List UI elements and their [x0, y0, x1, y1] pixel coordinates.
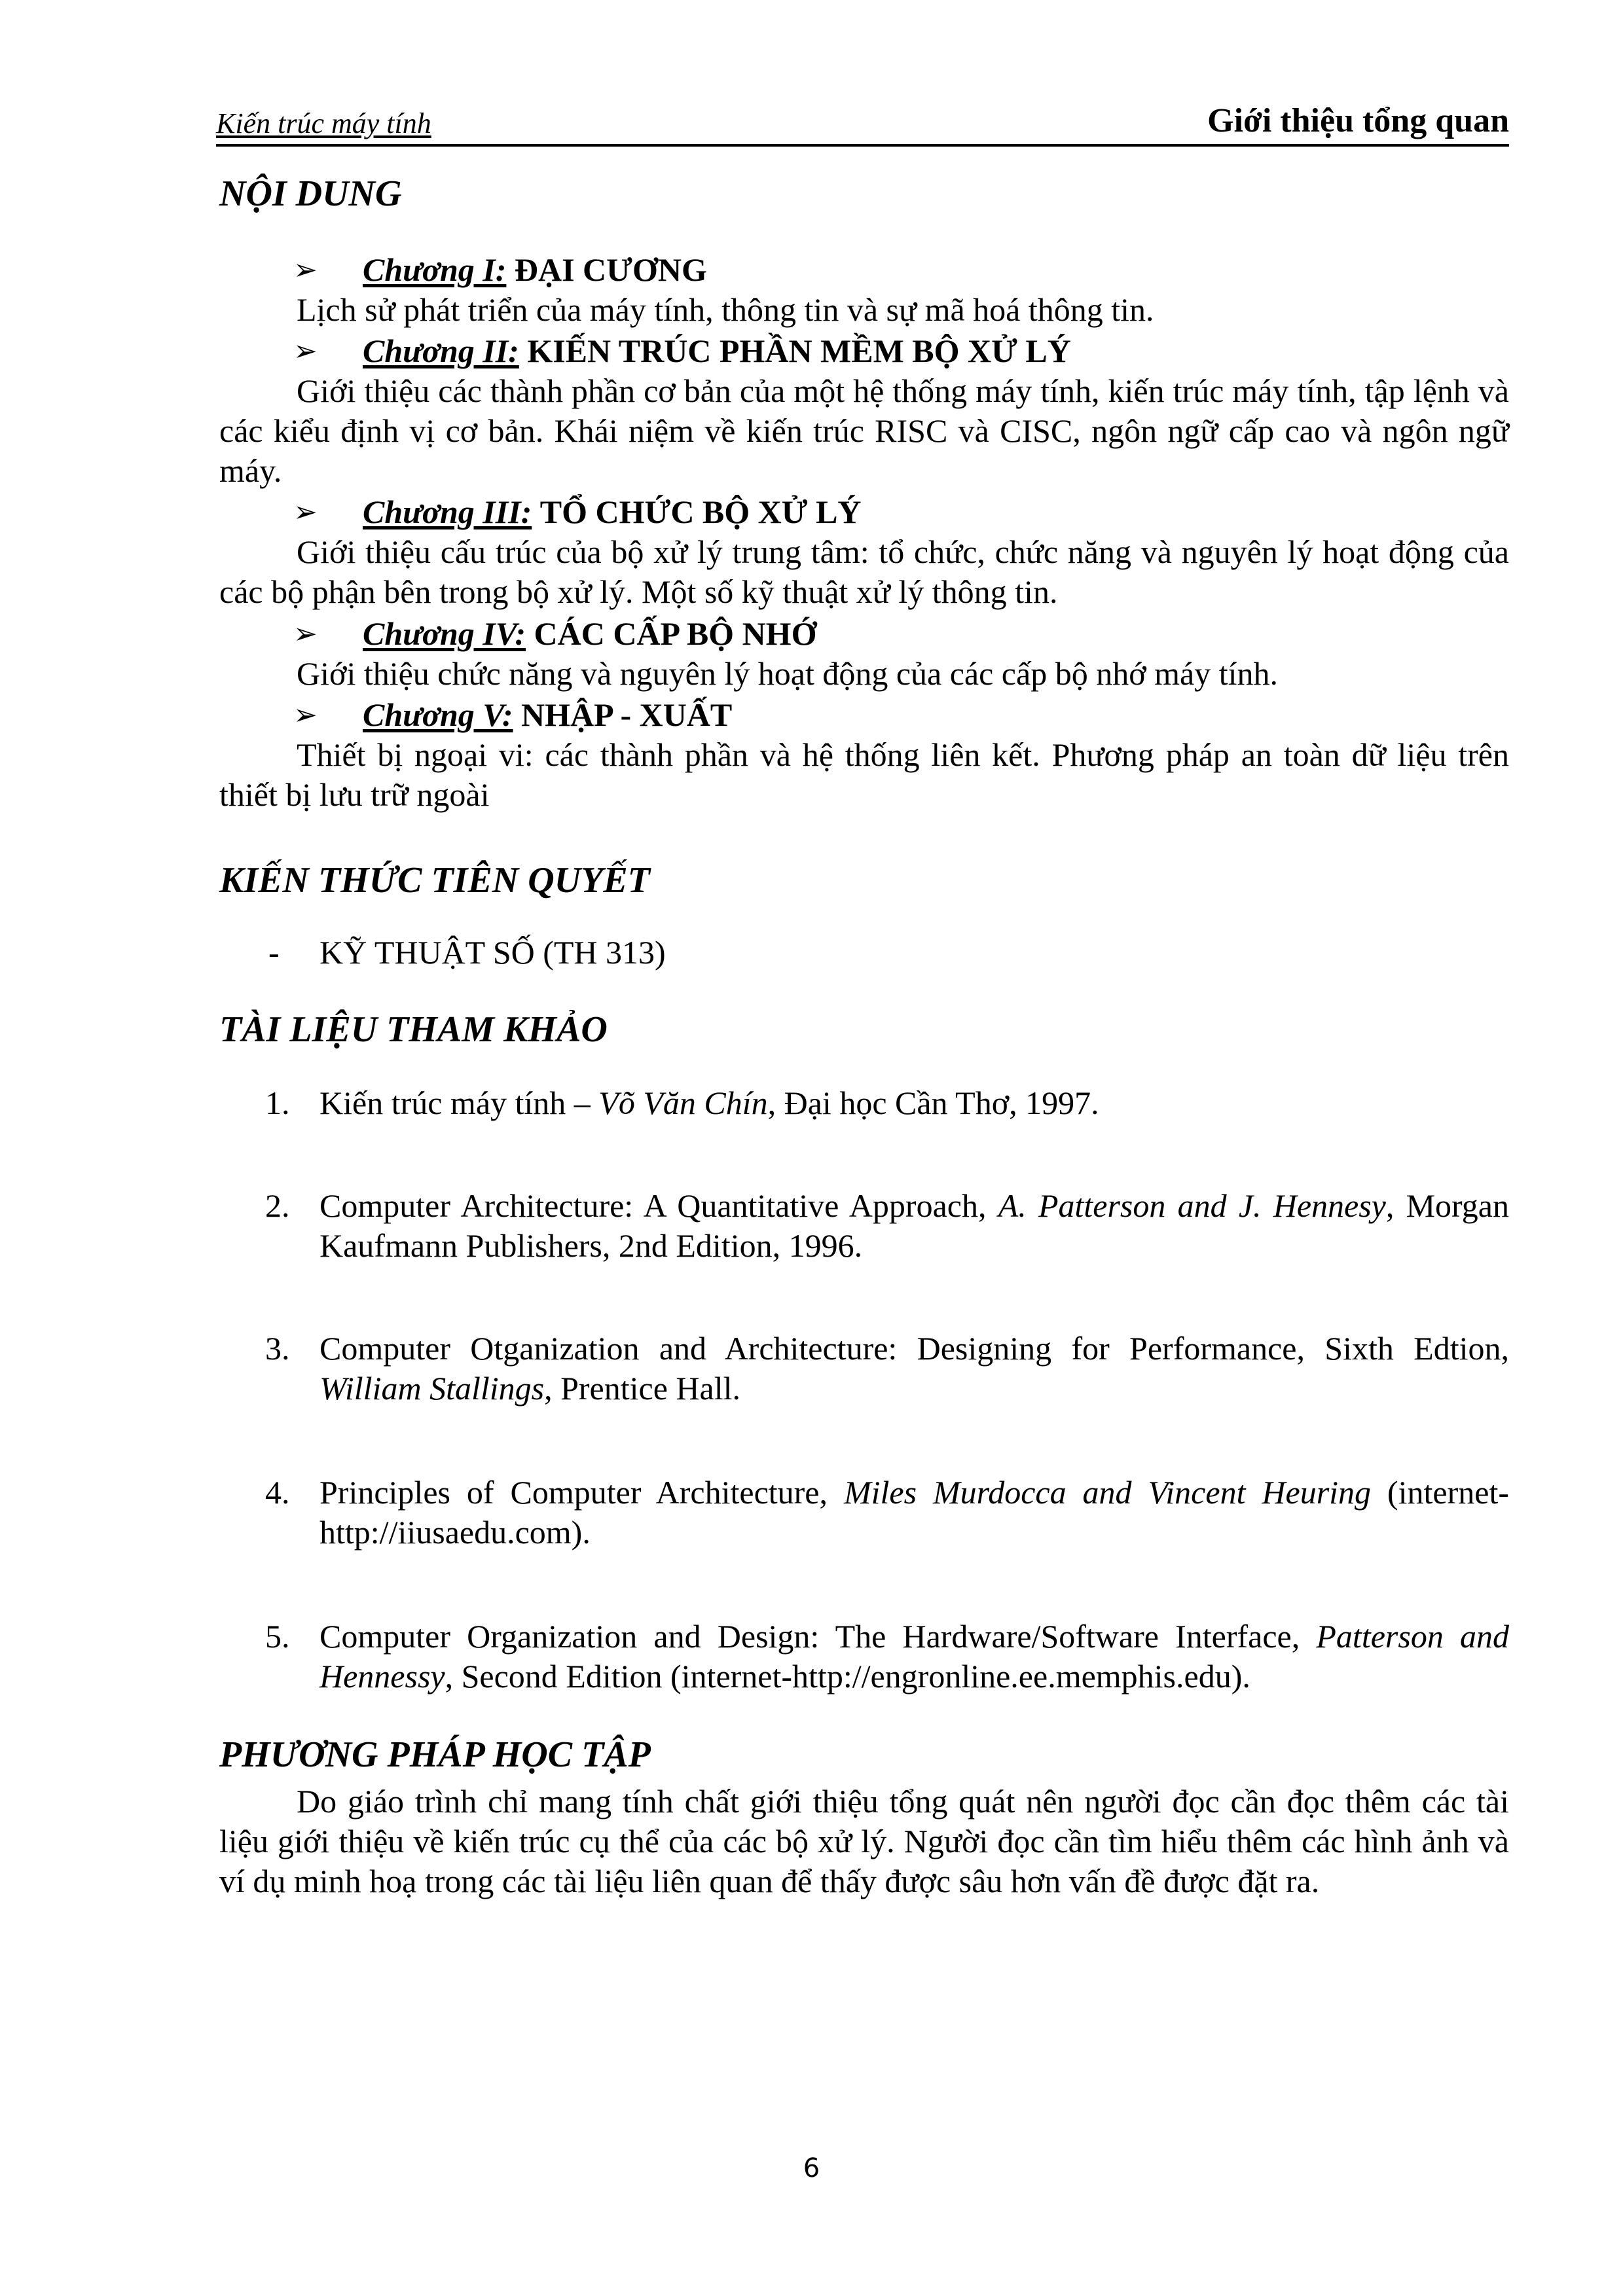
prerequisite-text: KỸ THUẬT SỐ (TH 313) — [319, 934, 666, 971]
reference-author: Miles Murdocca and Vincent Heuring — [843, 1474, 1372, 1511]
arrow-bullet-icon: ➢ — [293, 254, 318, 286]
reference-body: Computer Architecture: A Quantitative Approach, A. Patterson and J. Hennesy, Morgan Kaufmann Publishers, 2nd Edition, 1996. — [319, 1187, 1509, 1264]
section-heading-prerequisites: KIẾN THỨC TIÊN QUYẾT — [219, 860, 650, 901]
reference-body: Computer Otganization and Architecture: Designing for Performance, Sixth Edtion, William Stallings, Prentice Hall. — [319, 1330, 1509, 1407]
prerequisite-item — [268, 936, 666, 969]
chapter-description: Giới thiệu chức năng và nguyên lý hoạt động của các cấp bộ nhớ máy tính. — [297, 655, 1278, 692]
reference-author: Patterson and Hennessy — [319, 1618, 1509, 1695]
reference-number: 4. — [265, 1474, 290, 1511]
reference-body: Principles of Computer Architecture, Miles Murdocca and Vincent Heuring (internet- http://iiusaedu.com). — [319, 1474, 1509, 1551]
arrow-bullet-icon: ➢ — [293, 496, 318, 528]
chapter-label: Chương IV: — [363, 615, 526, 652]
reference-item — [265, 1329, 1509, 1408]
method-paragraph: Do giáo trình chỉ mang tính chất giới thiệu tổng quát nên người đọc cần đọc thêm các tài liệu giới thiệu về kiến trúc cụ thể của các bộ xử lý. Người đọc cần tìm hiểu thêm các hình ảnh và ví dụ minh hoạ trong các tài liệu liên quan để thấy được sâu hơn vấn đề được đặt ra. — [219, 1783, 1509, 1899]
page-number: 6 — [803, 2153, 820, 2183]
chapter-item — [293, 253, 707, 286]
section-heading-contents: NỘI DUNG — [219, 173, 402, 214]
section-heading-references: TÀI LIỆU THAM KHẢO — [219, 1009, 608, 1050]
reference-item — [265, 1473, 1509, 1552]
reference-author: A. Patterson and J. Hennesy — [998, 1187, 1386, 1224]
chapter-title: KIẾN TRÚC PHẦN MỀM BỘ XỬ LÝ — [527, 332, 1071, 369]
reference-number: 5. — [265, 1618, 290, 1655]
reference-author: Võ Văn Chín — [598, 1085, 768, 1121]
chapter-description: Giới thiệu cấu trúc của bộ xử lý trung tâm: tổ chức, chức năng và nguyên lý hoạt động của các bộ phận bên trong bộ xử lý. Một số kỹ thuật xử lý thông tin. — [219, 533, 1509, 610]
reference-author: William Stallings — [319, 1370, 545, 1407]
dash-bullet: - — [268, 934, 280, 971]
chapter-item — [293, 698, 732, 731]
chapter-label: Chương I: — [363, 251, 507, 288]
running-header — [216, 98, 1509, 147]
reference-body: Kiến trúc máy tính – Võ Văn Chín, Đại học Cần Thơ, 1997. — [319, 1085, 1099, 1121]
arrow-bullet-icon: ➢ — [293, 335, 318, 367]
reference-item — [265, 1617, 1509, 1696]
section-heading-method: PHƯƠNG PHÁP HỌC TẬP — [219, 1734, 651, 1775]
header-chapter-title: Giới thiệu tổng quan — [1207, 102, 1509, 139]
header-course-title: Kiến trúc máy tính — [216, 107, 431, 139]
chapter-item — [293, 617, 816, 650]
reference-body: Computer Organization and Design: The Hardware/Software Interface, Patterson and Hennessy, Second Edition (internet-http://engronline.ee.memphis.edu). — [319, 1618, 1509, 1695]
chapter-title: CÁC CẤP BỘ NHỚ — [534, 615, 817, 652]
chapter-item — [293, 495, 862, 528]
chapter-description: Lịch sử phát triển của máy tính, thông tin và sự mã hoá thông tin. — [297, 291, 1154, 328]
chapter-title: NHẬP - XUẤT — [521, 696, 733, 733]
reference-number: 1. — [265, 1085, 290, 1121]
chapter-description: Giới thiệu các thành phần cơ bản của một hệ thống máy tính, kiến trúc máy tính, tập lệnh và các kiểu định vị cơ bản. Khái niệm về kiến trúc RISC và CISC, ngôn ngữ cấp cao và ngôn ngữ máy. — [219, 372, 1509, 489]
reference-item — [265, 1186, 1509, 1266]
reference-item — [265, 1083, 1509, 1123]
arrow-bullet-icon: ➢ — [293, 699, 318, 731]
reference-number: 2. — [265, 1187, 290, 1224]
chapter-title: TỔ CHỨC BỘ XỬ LÝ — [539, 493, 862, 530]
chapter-label: Chương III: — [363, 493, 532, 530]
chapter-title: ĐẠI CƯƠNG — [514, 251, 707, 288]
chapter-label: Chương II: — [363, 332, 519, 369]
chapter-description: Thiết bị ngoại vi: các thành phần và hệ thống liên kết. Phương pháp an toàn dữ liệu trên thiết bị lưu trữ ngoài — [219, 736, 1509, 813]
chapter-item — [293, 334, 1071, 367]
reference-number: 3. — [265, 1330, 290, 1367]
chapter-label: Chương V: — [363, 696, 513, 733]
arrow-bullet-icon: ➢ — [293, 618, 318, 650]
